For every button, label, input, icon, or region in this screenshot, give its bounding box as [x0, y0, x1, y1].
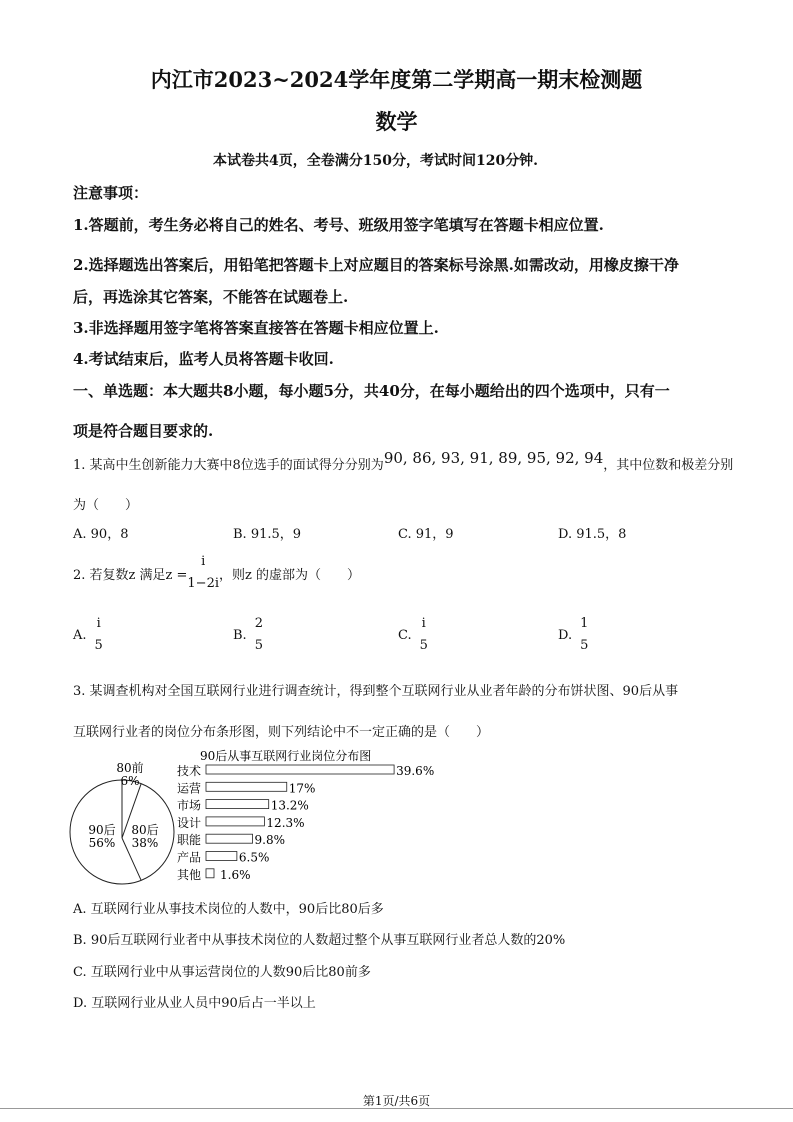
pie-value-1: 38%	[131, 836, 159, 850]
fraction	[580, 613, 588, 657]
q1-text: 1. 某高中生创新能力大赛中8位选手的面试得分分别为	[73, 458, 384, 473]
bar	[206, 817, 264, 826]
notice-1: 1.答题前，考生务必将自己的姓名、考号、班级用签字笔填写在答题卡相应位置.	[73, 216, 604, 234]
q1-scores: 90, 86, 93, 91, 89, 95, 92, 94	[383, 449, 604, 467]
q1-option-b[interactable]: B. 91.5，9	[233, 527, 302, 542]
bar-category-label: 产品	[177, 850, 202, 865]
notice-2: 2.选择题选出答案后，用铅笔把答题卡上对应题目的答案标号涂黑.如需改动，用橡皮擦干净	[73, 256, 679, 274]
den: 5	[580, 638, 589, 653]
bar-category-label: 职能	[177, 833, 202, 848]
q2-option-b[interactable]	[233, 613, 263, 657]
page-footer: 第1页/共6页	[362, 1094, 431, 1108]
num: i	[421, 616, 426, 631]
bar	[206, 852, 237, 861]
question-2	[73, 551, 360, 595]
section-heading-cont: 项是符合题目要求的.	[73, 422, 214, 440]
subject-title: 数学	[375, 109, 418, 134]
q2-option-d[interactable]	[558, 613, 588, 657]
bar-value-label: 9.8%	[254, 833, 286, 848]
fraction	[420, 613, 428, 657]
bar	[206, 834, 253, 843]
bar-value-label: 6.5%	[238, 850, 270, 865]
pie-value-0: 6%	[120, 774, 140, 788]
num: 2	[254, 616, 263, 631]
pie-label-1: 80后	[131, 823, 159, 837]
exam-title: 内江市2023~2024学年度第二学期高一期末检测题	[150, 67, 643, 92]
bar-category-label: 运营	[177, 781, 202, 796]
section-heading: 一、单选题：本大题共8小题，每小题5分，共40分，在每小题给出的四个选项中，只有一	[73, 382, 670, 400]
q1-option-c[interactable]: C. 91，9	[398, 527, 454, 542]
bar-category-label: 设计	[177, 815, 202, 830]
q2-pre: 2. 若复数z 满足z =	[73, 567, 188, 583]
notice-heading: 注意事项：	[73, 184, 149, 202]
bar-category-label: 市场	[177, 798, 202, 813]
den: 5	[419, 638, 428, 653]
pie-label-0: 80前	[116, 761, 144, 775]
q3-option-c[interactable]: C. 互联网行业中从事运营岗位的人数90后比80前多	[73, 965, 371, 980]
q3-figure	[60, 742, 435, 892]
notice-3: 3.非选择题用签字笔将答案直接答在答题卡相应位置上.	[73, 319, 439, 337]
question-1	[73, 449, 734, 473]
q1-line2: 为（ ）	[73, 498, 139, 513]
bar	[206, 869, 214, 878]
q2-num: i	[201, 554, 206, 569]
footer-divider	[0, 1108, 793, 1109]
den: 5	[254, 638, 263, 653]
q2-den: 1−2i	[187, 576, 219, 591]
bar-category-label: 技术	[177, 764, 202, 778]
q3-option-a[interactable]: A. 互联网行业从事技术岗位的人数中，90后比80后多	[73, 902, 384, 917]
q3-line2: 互联网行业者的岗位分布条形图，则下列结论中不一定正确的是（ ）	[73, 725, 490, 740]
q3-option-b[interactable]: B. 90后互联网行业者中从事技术岗位的人数超过整个从事互联网行业者总人数的20%	[73, 933, 566, 948]
q3-option-d[interactable]: D. 互联网行业从业人员中90后占一半以上	[73, 996, 316, 1011]
exam-info: 本试卷共4页，全卷满分150分，考试时间120分钟.	[213, 153, 539, 169]
q1-option-a[interactable]: A. 90，8	[73, 527, 129, 542]
num: 1	[580, 616, 589, 631]
q2-option-a[interactable]	[73, 613, 103, 657]
bar-category-label: 其他	[177, 867, 202, 882]
bar-value-label: 17%	[288, 781, 316, 796]
pie-value-2: 56%	[88, 836, 116, 850]
bar	[206, 765, 394, 774]
q1-option-d[interactable]: D. 91.5，8	[558, 527, 627, 542]
bar-value-label: 1.6%	[220, 867, 251, 882]
q1-tail: ，其中位数和极差分别	[603, 458, 734, 473]
num: i	[96, 616, 101, 631]
question-3: 3. 某调查机构对全国互联网行业进行调查统计，得到整个互联网行业从业者年龄的分布饼状图、90后从事	[73, 684, 679, 699]
label: B.	[233, 627, 247, 643]
fraction	[255, 613, 263, 657]
bar	[206, 782, 287, 791]
bar-chart-title: 90后从事互联网行业岗位分布图	[200, 749, 372, 763]
label: C.	[398, 627, 412, 643]
fraction	[95, 613, 103, 657]
q2-option-c[interactable]	[398, 613, 428, 657]
q2-fraction	[187, 551, 219, 595]
label: A.	[73, 627, 87, 643]
bar	[206, 800, 269, 809]
bar-value-label: 13.2%	[270, 798, 309, 813]
notice-4: 4.考试结束后，监考人员将答题卡收回.	[73, 350, 334, 368]
notice-2-cont: 后，再选涂其它答案，不能答在试题卷上.	[73, 288, 349, 306]
pie-label-2: 90后	[88, 823, 116, 837]
den: 5	[94, 638, 103, 653]
bar-value-label: 12.3%	[266, 815, 305, 830]
q2-post: ，则z 的虚部为（ ）	[219, 567, 360, 583]
bar-value-label: 39.6%	[396, 764, 435, 778]
label: D.	[558, 627, 573, 643]
